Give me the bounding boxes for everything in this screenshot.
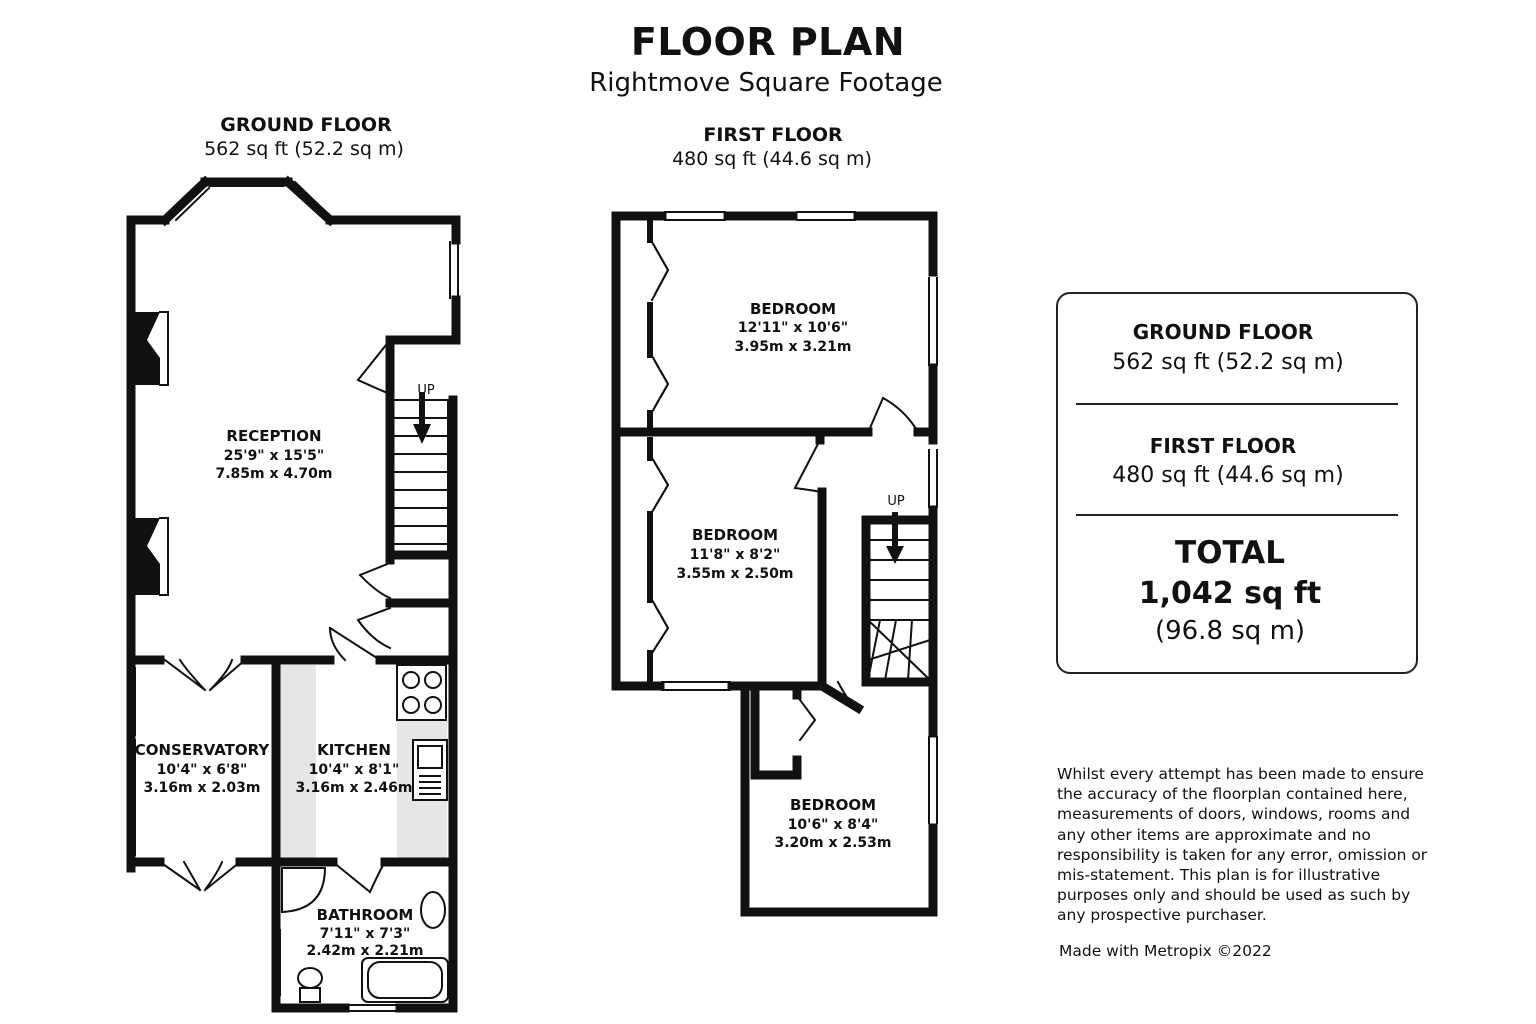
first-stairs-up-label: UP [887,494,905,509]
kitchen-label: KITCHEN [317,741,391,759]
chimney-breasts [135,312,168,595]
bedroom-2-metric: 3.55m x 2.50m [676,566,794,582]
kitchen-imperial: 10'4" x 8'1" [308,762,400,778]
reception-label: RECEPTION [226,427,322,445]
bedroom-1-label: BEDROOM [749,300,837,318]
conservatory-imperial: 10'4" x 6'8" [156,762,248,778]
credit-text: Made with Metropix ©2022 [1059,942,1272,960]
bedroom-3-imperial: 10'6" x 8'4" [787,817,879,833]
area-summary-box [1056,292,1418,674]
first-stairs [868,540,930,680]
bedroom-1-imperial: 12'11" x 10'6" [737,320,849,336]
summary-divider-1 [1076,403,1398,405]
bedroom-1-metric: 3.95m x 3.21m [734,339,852,355]
bay-window-walls [165,182,330,220]
bathroom-label: BATHROOM [316,906,414,924]
conservatory-label: CONSERVATORY [134,741,270,759]
kitchen-sink [413,740,447,800]
first-floor-area: 480 sq ft (44.6 sq m) [672,148,872,170]
summary-ground-area: 562 sq ft (52.2 sq m) [1112,350,1344,375]
reception-imperial: 25'9" x 15'5" [223,448,325,464]
bathroom-metric: 2.42m x 2.21m [306,943,424,959]
conservatory-metric: 3.16m x 2.03m [143,780,261,796]
ground-floor-area: 562 sq ft (52.2 sq m) [204,138,404,160]
page-subtitle: Rightmove Square Footage [589,68,943,98]
kitchen-metric: 3.16m x 2.46m [295,780,413,796]
bathroom-imperial: 7'11" x 7'3" [319,926,411,942]
summary-ground-heading: GROUND FLOOR [1132,320,1314,344]
summary-first-area: 480 sq ft (44.6 sq m) [1112,463,1344,488]
bedroom-3-metric: 3.20m x 2.53m [774,835,892,851]
reception-metric: 7.85m x 4.70m [215,466,333,482]
page-title: FLOOR PLAN [630,20,906,64]
kitchen-hob [397,665,446,720]
ground-stairs-up-label: UP [417,383,435,398]
summary-first-heading: FIRST FLOOR [1149,434,1297,458]
bedroom-3-label: BEDROOM [789,796,877,814]
bedroom-2-label: BEDROOM [691,526,779,544]
summary-total-sqft: 1,042 sq ft [1138,576,1322,611]
first-floor-plan [616,212,937,912]
disclaimer-text: Whilst every attempt has been made to ensure the accuracy of the floorplan contained here, measurements of doors, windows, rooms and any other items are approximate and no responsibility is taken for any error, omission or mis-statement. This plan is for illustrative purposes only and should be used as such by any prospective purchaser. [1057,765,1428,925]
summary-total-heading: TOTAL [1175,535,1285,571]
summary-total-sqm: (96.8 sq m) [1154,616,1306,646]
ground-floor-heading: GROUND FLOOR [220,114,392,136]
summary-divider-2 [1076,514,1398,516]
bedroom-2-imperial: 11'8" x 8'2" [689,547,781,563]
ground-floor-plan [128,179,458,1011]
first-floor-heading: FIRST FLOOR [703,124,843,146]
